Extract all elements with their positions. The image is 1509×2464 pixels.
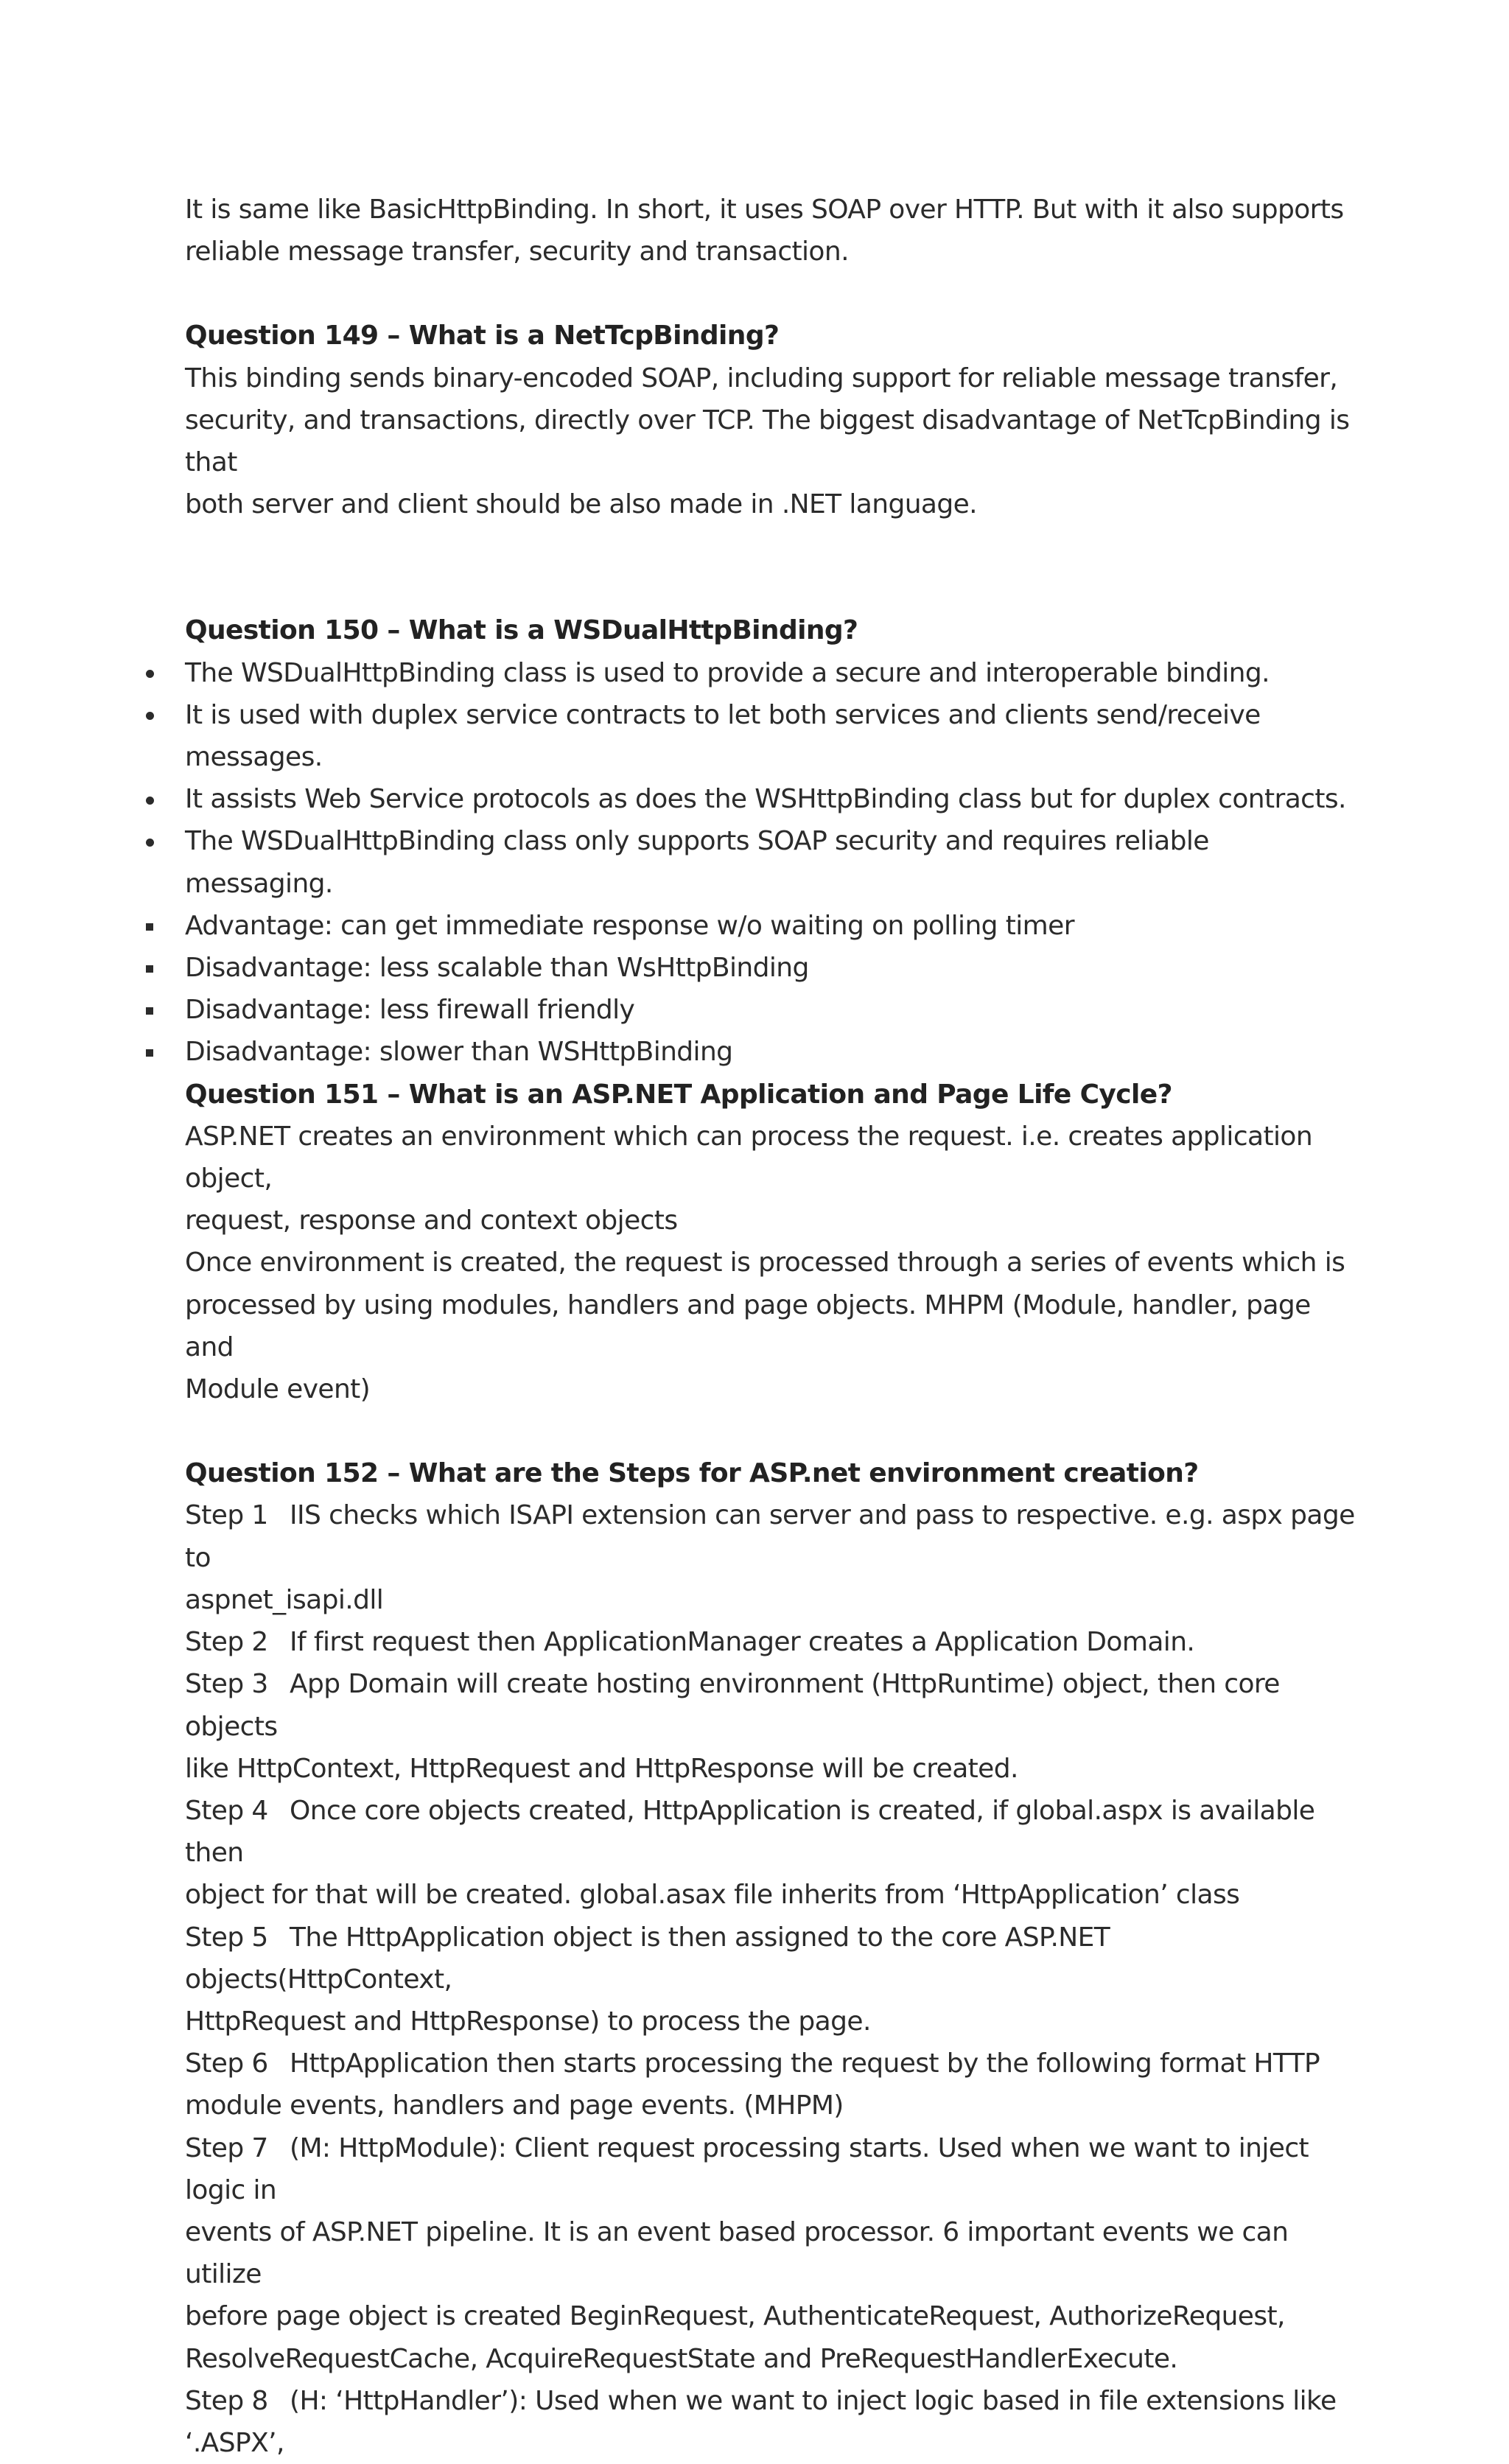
- q151-line-3: Once environment is created, the request is processed through a series of events which is: [185, 1247, 1345, 1278]
- q150-heading: Question 150 – What is a WSDualHttpBinding?: [185, 615, 858, 646]
- list-item: Advantage: can get immediate response w/o waiting on polling timer: [185, 905, 1356, 947]
- bullet-square-icon: [142, 1031, 157, 1073]
- step-3-continued: like HttpContext, HttpRequest and HttpResponse will be created.: [185, 1753, 1018, 1784]
- step-8: Step 8 (H: ‘HttpHandler’): Used when we want to inject logic based in file extensions like ‘.ASPX’,: [185, 2385, 1337, 2458]
- q151-line-5: Module event): [185, 1374, 371, 1405]
- q149-line-2: security, and transactions, directly over TCP. The biggest disadvantage of NetTcpBinding is that: [185, 405, 1350, 478]
- q149-line-1: This binding sends binary-encoded SOAP, including support for reliable message transfer,: [185, 363, 1338, 393]
- bullet-disc-icon: [142, 652, 157, 694]
- intro-line-2: reliable message transfer, security and transaction.: [185, 237, 849, 267]
- q149-line-3: both server and client should be also made in .NET language.: [185, 489, 978, 520]
- step-7-continued: before page object is created BeginRequest, AuthenticateRequest, AuthorizeRequest,: [185, 2301, 1285, 2332]
- step-6: Step 6 HttpApplication then starts processing the request by the following format HTTP: [185, 2048, 1320, 2079]
- bullet-square-icon: [142, 989, 157, 1031]
- list-item: Disadvantage: less scalable than WsHttpBinding: [185, 947, 1356, 989]
- step-7: Step 7 (M: HttpModule): Client request processing starts. Used when we want to inject logic in: [185, 2132, 1309, 2205]
- step-2: Step 2 If first request then ApplicationManager creates a Application Domain.: [185, 1627, 1195, 1658]
- bullet-disc-icon: [142, 694, 157, 736]
- list-item: It assists Web Service protocols as does the WSHttpBinding class but for duplex contracts.: [185, 778, 1356, 820]
- q151-line-4: processed by using modules, handlers and page objects. MHPM (Module, handler, page and: [185, 1289, 1311, 1362]
- list-item: Disadvantage: less firewall friendly: [185, 989, 1356, 1031]
- step-3: Step 3 App Domain will create hosting environment (HttpRuntime) object, then core objects: [185, 1669, 1280, 1742]
- q149-heading: Question 149 – What is a NetTcpBinding?: [185, 321, 780, 351]
- intro-line-1: It is same like BasicHttpBinding. In short, it uses SOAP over HTTP. But with it also supports: [185, 195, 1344, 225]
- step-5-continued: HttpRequest and HttpResponse) to process the page.: [185, 2006, 871, 2037]
- bullet-disc-icon: [142, 778, 157, 820]
- list-item: It is used with duplex service contracts to let both services and clients send/receive messages.: [185, 694, 1356, 778]
- document-body: [185, 189, 1356, 2464]
- q151-heading: Question 151 – What is an ASP.NET Application and Page Life Cycle?: [185, 1079, 1172, 1110]
- bullet-square-icon: [142, 947, 157, 989]
- bullet-square-icon: [142, 905, 157, 947]
- step-6-continued: module events, handlers and page events. (MHPM): [185, 2090, 844, 2121]
- step-7-continued: ResolveRequestCache, AcquireRequestState and PreRequestHandlerExecute.: [185, 2343, 1178, 2374]
- step-5: Step 5 The HttpApplication object is then assigned to the core ASP.NET objects(HttpContext,: [185, 1922, 1110, 1995]
- step-1: Step 1 IIS checks which ISAPI extension can server and pass to respective. e.g. aspx page to: [185, 1500, 1355, 1573]
- q151-line-1: ASP.NET creates an environment which can process the request. i.e. creates application object,: [185, 1121, 1313, 1194]
- q152-heading: Question 152 – What are the Steps for ASP.net environment creation?: [185, 1458, 1199, 1489]
- step-4-continued: object for that will be created. global.asax file inherits from ‘HttpApplication’ class: [185, 1880, 1240, 1911]
- step-7-continued: events of ASP.NET pipeline. It is an event based processor. 6 important events we can utilize: [185, 2216, 1289, 2290]
- q150-bullet-list: [185, 652, 1356, 1074]
- list-item: The WSDualHttpBinding class is used to provide a secure and interoperable binding.: [185, 652, 1356, 694]
- q151-line-2: request, response and context objects: [185, 1205, 678, 1236]
- step-4: Step 4 Once core objects created, HttpApplication is created, if global.aspx is available then: [185, 1795, 1315, 1869]
- step-1-continued: aspnet_isapi.dll: [185, 1584, 384, 1615]
- list-item: Disadvantage: slower than WSHttpBinding: [185, 1031, 1356, 1073]
- bullet-disc-icon: [142, 820, 157, 862]
- list-item: The WSDualHttpBinding class only supports SOAP security and requires reliable messaging.: [185, 820, 1356, 904]
